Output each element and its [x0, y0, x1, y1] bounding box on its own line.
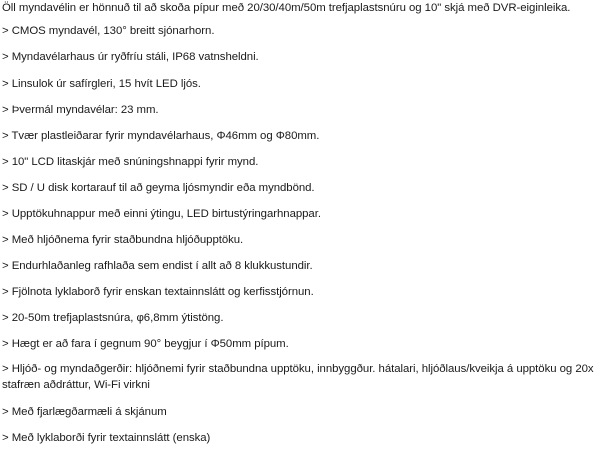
feature-item: > Hægt er að fara í gegnum 90° beygjur í Φ50mm pípum. — [2, 338, 289, 350]
feature-item: > Tvær plastleiðarar fyrir myndavélarhaus, Φ46mm og Φ80mm. — [2, 130, 320, 142]
feature-item: > Fjölnota lyklaborð fyrir enskan textainnslátt og kerfisstjórnun. — [2, 286, 314, 298]
feature-item: > 10" LCD litaskjár með snúningshnappi fyrir mynd. — [2, 156, 259, 168]
feature-item: > Hljóð- og myndaðgerðir: hljóðnemi fyrir staðbundna upptöku, innbyggður. hátalari, hljóðlaus/kveikja á upptöku og 20x stafræn aðdráttur, Wi-Fi virkni — [2, 363, 594, 391]
feature-item: > SD / U disk kortarauf til að geyma ljósmyndir eða myndbönd. — [2, 182, 315, 194]
feature-item: > Þvermál myndavélar: 23 mm. — [2, 104, 159, 116]
feature-item: > Endurhlaðanleg rafhlaða sem endist í allt að 8 klukkustundir. — [2, 260, 313, 272]
feature-item: > Með lyklaborði fyrir textainnslátt (enska) — [2, 432, 211, 444]
feature-item: > Með fjarlægðarmæli á skjánum — [2, 406, 167, 418]
feature-item: > Linsulok úr safírgleri, 15 hvít LED ljós. — [2, 78, 201, 90]
feature-item: > CMOS myndavél, 130° breitt sjónarhorn. — [2, 25, 215, 37]
feature-item: > Myndavélarhaus úr ryðfríu stáli, IP68 vatnsheldni. — [2, 51, 259, 63]
feature-item: > Upptökuhnappur með einni ýtingu, LED birtustýringarhnappar. — [2, 208, 321, 220]
intro-paragraph: Öll myndavélin er hönnuð til að skoða pípur með 20/30/40m/50m trefjaplastsnúru og 10" skjá með DVR-eiginleika. — [2, 2, 571, 14]
feature-item: > 20-50m trefjaplastsnúra, φ6,8mm ýtistöng. — [2, 312, 224, 324]
feature-item: > Með hljóðnema fyrir staðbundna hljóðupptöku. — [2, 234, 244, 246]
